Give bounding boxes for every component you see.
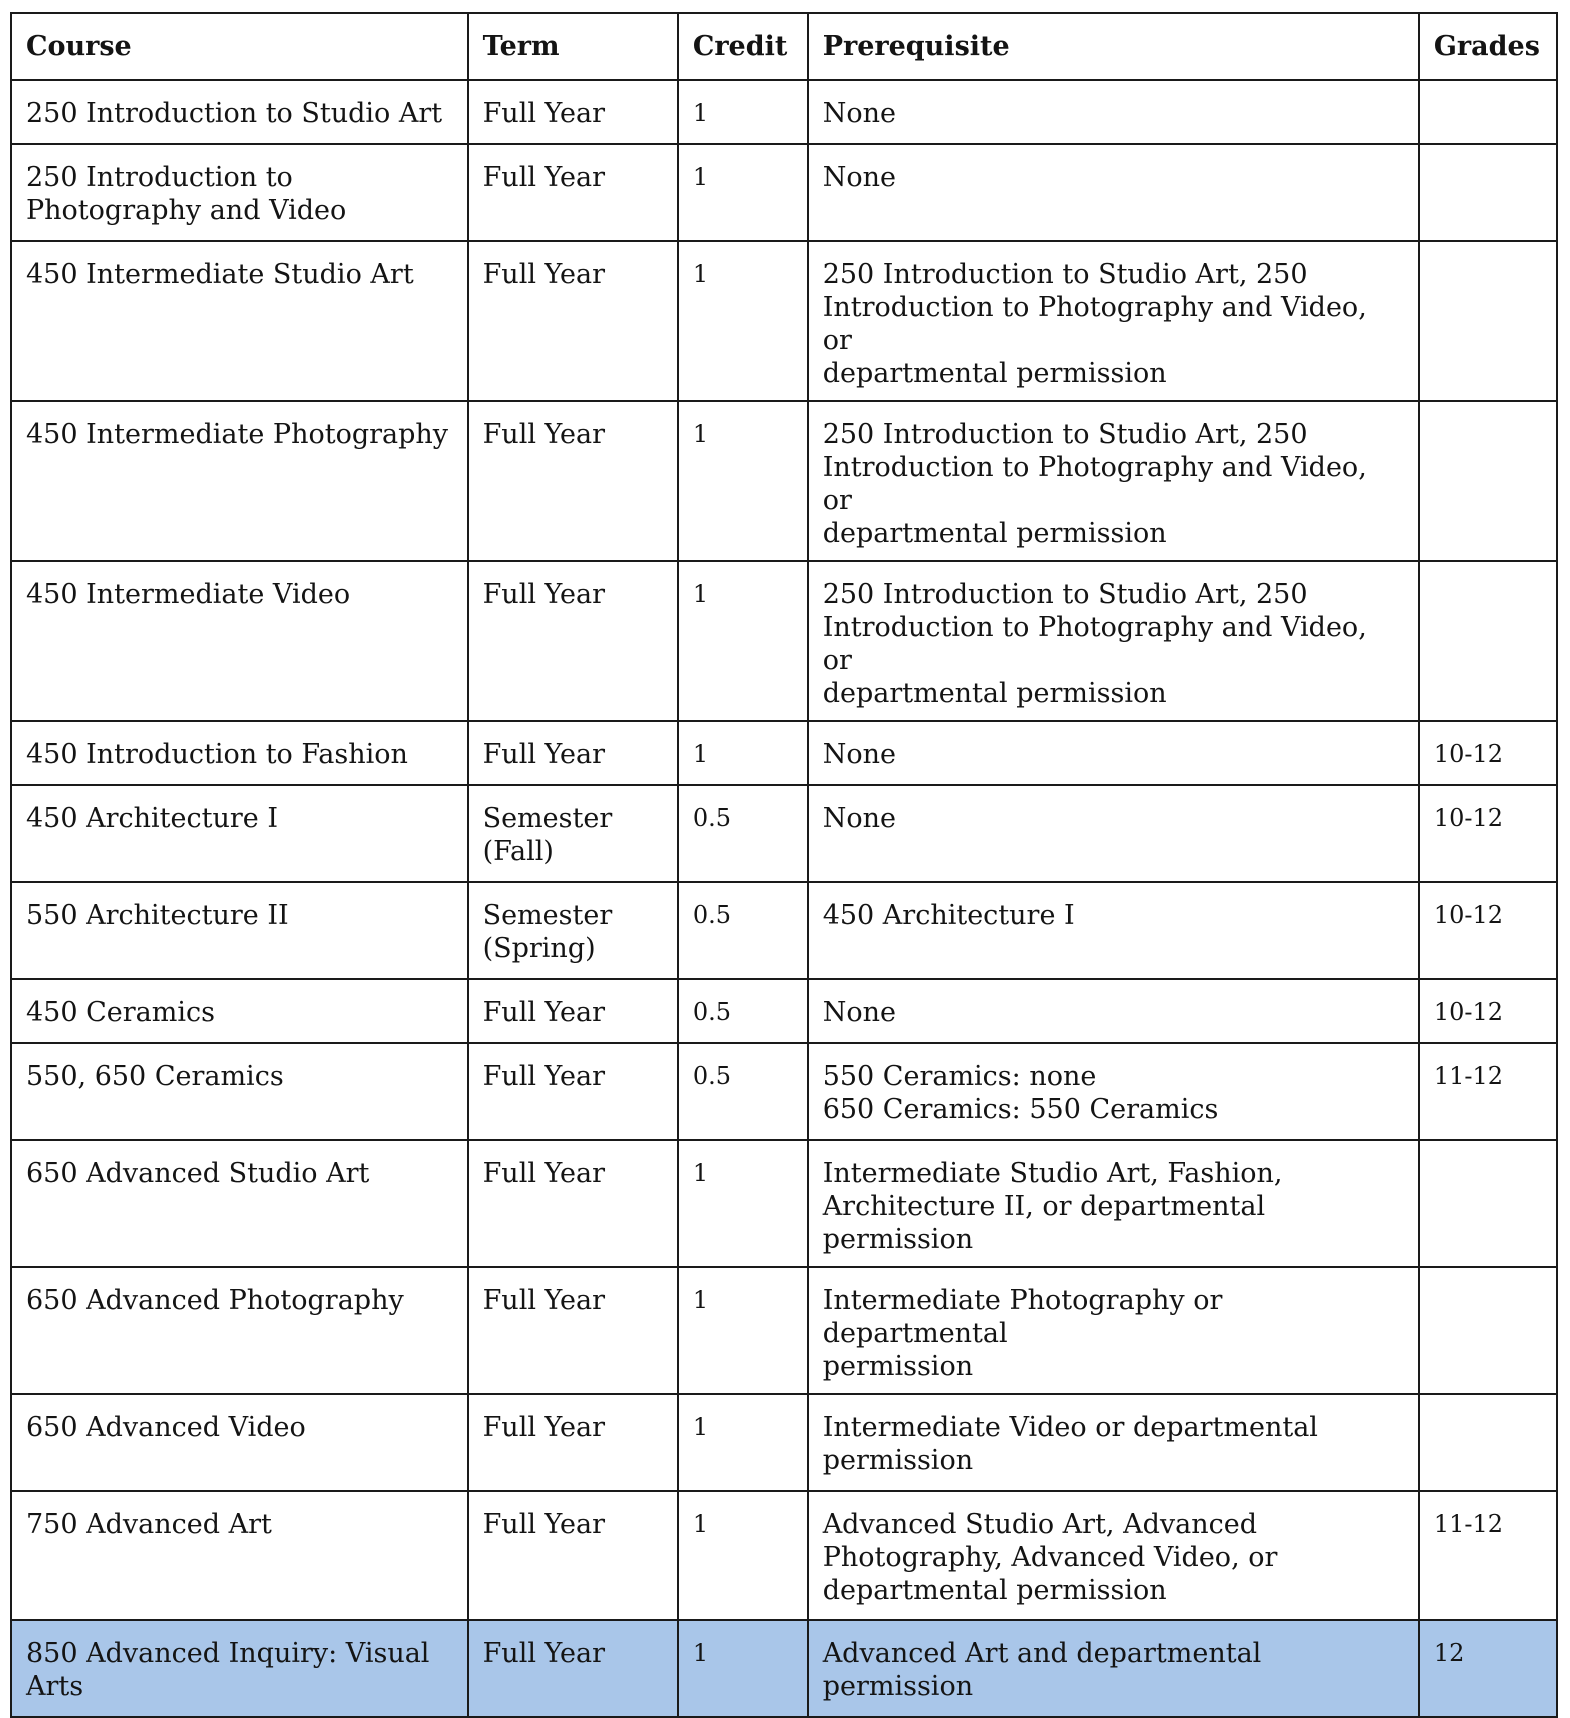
header-credit: Credit (678, 13, 808, 80)
prerequisite-cell: 550 Ceramics: none 650 Ceramics: 550 Ceramics (808, 1043, 1419, 1140)
credit-cell: 0.5 (678, 882, 808, 979)
prerequisite-cell: 250 Introduction to Studio Art, 250 Introduction to Photography and Video, or departmental permission (808, 561, 1419, 721)
course-cell: 450 Intermediate Photography (11, 401, 468, 561)
course-cell: 750 Advanced Art (11, 1491, 468, 1620)
grades-cell: 11-12 (1419, 1491, 1557, 1620)
grades-cell (1419, 1140, 1557, 1267)
term-cell: Full Year (468, 721, 678, 785)
table-row (11, 1140, 1557, 1267)
grades-cell (1419, 241, 1557, 401)
table-row (11, 721, 1557, 785)
credit-cell: 1 (678, 1140, 808, 1267)
term-cell: Full Year (468, 144, 678, 241)
course-cell: 850 Advanced Inquiry: Visual Arts (11, 1620, 468, 1717)
credit-cell: 1 (678, 721, 808, 785)
prerequisite-cell: 250 Introduction to Studio Art, 250 Introduction to Photography and Video, or departmental permission (808, 401, 1419, 561)
grades-cell: 10-12 (1419, 979, 1557, 1043)
grades-cell (1419, 1267, 1557, 1394)
credit-cell: 0.5 (678, 1043, 808, 1140)
credit-cell: 1 (678, 1491, 808, 1620)
credit-cell: 1 (678, 144, 808, 241)
table-row (11, 785, 1557, 882)
header-course: Course (11, 13, 468, 80)
prerequisite-cell: None (808, 979, 1419, 1043)
term-cell: Full Year (468, 1267, 678, 1394)
table-row (11, 1267, 1557, 1394)
term-cell: Full Year (468, 1043, 678, 1140)
term-cell: Full Year (468, 241, 678, 401)
course-cell: 650 Advanced Video (11, 1394, 468, 1491)
table-row (11, 241, 1557, 401)
grades-cell: 10-12 (1419, 785, 1557, 882)
table-row (11, 561, 1557, 721)
term-cell: Full Year (468, 401, 678, 561)
credit-cell: 1 (678, 1620, 808, 1717)
term-cell: Full Year (468, 80, 678, 144)
header-prerequisite: Prerequisite (808, 13, 1419, 80)
grades-cell (1419, 80, 1557, 144)
grades-cell: 10-12 (1419, 882, 1557, 979)
term-cell: Semester (Spring) (468, 882, 678, 979)
credit-cell: 1 (678, 561, 808, 721)
credit-cell: 1 (678, 241, 808, 401)
table-row (11, 1491, 1557, 1620)
credit-cell: 1 (678, 80, 808, 144)
prerequisite-cell: None (808, 785, 1419, 882)
table-row (11, 979, 1557, 1043)
prerequisite-cell: 250 Introduction to Studio Art, 250 Introduction to Photography and Video, or departmental permission (808, 241, 1419, 401)
table-body (11, 80, 1557, 1717)
grades-cell: 11-12 (1419, 1043, 1557, 1140)
prerequisite-cell: Intermediate Studio Art, Fashion, Architecture II, or departmental permission (808, 1140, 1419, 1267)
grades-cell (1419, 144, 1557, 241)
grades-cell: 12 (1419, 1620, 1557, 1717)
grades-cell (1419, 561, 1557, 721)
header-grades: Grades (1419, 13, 1557, 80)
course-cell: 450 Intermediate Video (11, 561, 468, 721)
course-cell: 450 Intermediate Studio Art (11, 241, 468, 401)
header-term: Term (468, 13, 678, 80)
course-cell: 650 Advanced Photography (11, 1267, 468, 1394)
prerequisite-cell: Advanced Art and departmental permission (808, 1620, 1419, 1717)
prerequisite-cell: Advanced Studio Art, Advanced Photography, Advanced Video, or departmental permission (808, 1491, 1419, 1620)
term-cell: Full Year (468, 979, 678, 1043)
course-cell: 250 Introduction to Photography and Video (11, 144, 468, 241)
table-row (11, 1394, 1557, 1491)
table-row (11, 1043, 1557, 1140)
table-row (11, 401, 1557, 561)
credit-cell: 1 (678, 1394, 808, 1491)
table-row (11, 144, 1557, 241)
course-cell: 450 Architecture I (11, 785, 468, 882)
prerequisite-cell: Intermediate Video or departmental permission (808, 1394, 1419, 1491)
table-header (11, 13, 1557, 80)
term-cell: Semester (Fall) (468, 785, 678, 882)
course-cell: 250 Introduction to Studio Art (11, 80, 468, 144)
credit-cell: 0.5 (678, 979, 808, 1043)
course-cell: 550, 650 Ceramics (11, 1043, 468, 1140)
prerequisite-cell: None (808, 144, 1419, 241)
course-cell: 650 Advanced Studio Art (11, 1140, 468, 1267)
course-cell: 450 Introduction to Fashion (11, 721, 468, 785)
term-cell: Full Year (468, 1140, 678, 1267)
prerequisite-cell: None (808, 721, 1419, 785)
course-cell: 550 Architecture II (11, 882, 468, 979)
term-cell: Full Year (468, 1620, 678, 1717)
term-cell: Full Year (468, 1394, 678, 1491)
prerequisite-cell: None (808, 80, 1419, 144)
grades-cell (1419, 401, 1557, 561)
term-cell: Full Year (468, 561, 678, 721)
table-row (11, 882, 1557, 979)
prerequisite-cell: Intermediate Photography or departmental permission (808, 1267, 1419, 1394)
credit-cell: 1 (678, 1267, 808, 1394)
credit-cell: 1 (678, 401, 808, 561)
credit-cell: 0.5 (678, 785, 808, 882)
header-row (11, 13, 1557, 80)
grades-cell: 10-12 (1419, 721, 1557, 785)
table-row-highlighted (11, 1620, 1557, 1717)
course-cell: 450 Ceramics (11, 979, 468, 1043)
grades-cell (1419, 1394, 1557, 1491)
table-row (11, 80, 1557, 144)
prerequisite-cell: 450 Architecture I (808, 882, 1419, 979)
course-table (10, 12, 1558, 1718)
term-cell: Full Year (468, 1491, 678, 1620)
